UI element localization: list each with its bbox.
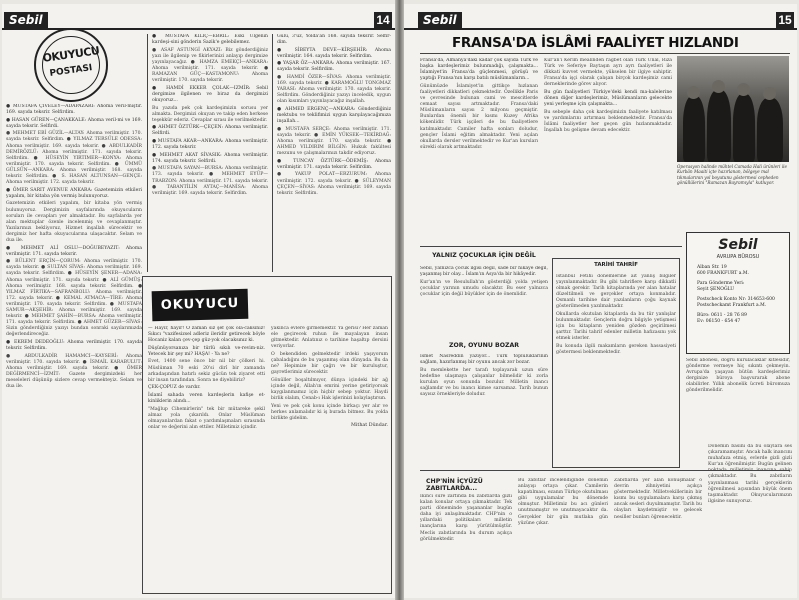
left-page-number: 14 xyxy=(374,12,392,28)
right-page xyxy=(404,4,797,598)
children-article xyxy=(420,266,548,336)
ad-address-lines xyxy=(697,265,783,325)
filler-text: İkinci süre zarfında bu zabıtlarda gizli kalan konular ortaya çıkmaktadır. Tek parti döneminde yaşananlar bugün daha iyi anlaşılmaktadır. CHP'nin o yıllardaki politikaları milletin inançlarına karşı yürütülmüştür. Meclis zabıtlarında bu durum açıkça görülmektedir. xyxy=(420,494,512,542)
right-page-number: 15 xyxy=(776,12,794,28)
subhead-history: TARİHİ TAHRİF xyxy=(594,262,638,268)
section-rule xyxy=(420,246,682,247)
right-brand: Sebil xyxy=(418,12,462,28)
reply-item: ● MUSTAFA ÇİVELEY—ADAPAZARI: Ahoma veril-miştir. 169. sayıda teksrir. Selfirdim. xyxy=(6,104,142,116)
spread-gutter xyxy=(395,0,404,600)
reply-item: ● HASAN GÜREN—ÇANAKKALE: Ahoma veril-mi ve 169. sayıda teksrir. Selfirdi. xyxy=(6,117,142,129)
article-column-2 xyxy=(544,58,672,244)
reply-item: ● MUSTAFA KILIÇ—EBRİL: Eski Ülgenin kardeşi-sini gönderin Sazik'e gelebilemez. xyxy=(152,34,268,46)
letter-column-2 xyxy=(271,326,388,590)
photo-figure xyxy=(683,96,705,162)
left-page xyxy=(2,4,395,598)
filler-text: Dönemin basını da bu olaylara ses çıkaramamıştır. Ancak halk inancını muhafaza etmiş, evlerde gizli gizli Kur'an öğrenilmiştir. Bugün gelinen noktada milletimiz inancına sahip çıkmaktadır. Bu zabıtların yayınlanması tarihi gerçeklerin öğrenilmesi açısından büyük önem taşımaktadır. Okuyucularımızın ilgisine sunuyoruz. xyxy=(708,444,792,504)
filler-text: Kur'an'ın ve Resulullah'ın gösterdiği yolda yetişen çocuklar yarının umudu olacaktır. Bu eser yalnızca çocuklar için değil büyükler için de önemlidir. xyxy=(420,279,548,297)
reader-mail-banner-text: OKUYUCU xyxy=(160,295,240,314)
photo-figure xyxy=(757,98,783,162)
filler-text: Bu konuda ilgili makamların gereken hassasiyeti göstermesi beklenmektedir. xyxy=(556,344,676,356)
filler-text: Gönüller boşaltılmıyor, dünya içindeki bir ağ içinde değil, Allah'ın emrini yerine getiriyorsak kaygılanmamız için hiçbir sebep yoktur. Haydi birlik olalım, Cenab-ı Hak işlerinizi kolaylaştırsın. xyxy=(271,377,388,402)
chp-article-col-3 xyxy=(614,478,702,594)
letter-column-1 xyxy=(148,326,265,590)
filler-text: ● MUSTAFA SAYAN—BURSA: Ahoma verilmiştir. 173. sayıda teksrir. ● MEHMET EYÜP—TRABZON: Ahoma verilmiştir. 171. sayıda teksrir. ● TABANTİLİN AYTAÇ—MANİSA: Ahoma verilmiştir. 169. sayıda teksrir. Selfirdim. xyxy=(152,166,268,196)
filler-text: ● ABDULKADİR HAMAMCI—KAYSERİ: Ahoma verilmiştir. 170. sayıda teksrir. ● İSMAİL KARABULUT: Ahoma verilmiştir. 169. sayıda teksrir. ● ÖMER DEĞİRMENCİ—İZMİT: Gazete dergimizdeki her meseleleri düşünüp sizlere cevap vermekteyiz. Selam ve dua ile. xyxy=(6,353,142,390)
reply-item: Gülü, 3'üz, Yolda'an 168. sayıda teksrir. Selfir-dim. xyxy=(277,34,391,46)
reader-replies-column-3 xyxy=(277,34,391,272)
column-rule xyxy=(272,34,273,272)
filler-text: ● YAKUP POLAT—ERZURUM: Ahoma verilmiştir. 172. sayıda teksrir. ● SÜLEYMAN ÇEÇEN—SİVAS: Ahoma verilmiştir. 169. sayıda teksrir. Selfirdim. xyxy=(277,172,391,196)
photo-figure xyxy=(707,90,731,162)
history-article xyxy=(556,274,676,464)
photo-figure-head xyxy=(737,83,750,96)
ad-line: Alban Str. 19 xyxy=(697,265,727,270)
photo-figure-head xyxy=(687,86,700,99)
filler-text: Gazetemizin etkileri yapalım, bir kitaba yön vermiş bulunuyoruz. Dergimizin sayfalarında okuyucuların soruları ile cevapları yer almaktadır. Bu sayfalarda yer alan mektuplar özenle incelenmiş ve cevaplanmıştır. Yazılarınızı bekliyoruz, Hizmet inşallah sürecektir ve dergimiz her hafta okuyucularına ulaşacaktır. Selam ve dua ile. xyxy=(6,201,142,243)
filler-text: Okullarda okutulan kitaplarda da bu tür yanlışlar bulunmaktadır. Gençlerin doğru bilgiyle yetişmesi için bu kitapların yeniden gözden geçirilmesi şarttır. Tarihi tahrif edenler milletin hafızasını yok etmek isterler. xyxy=(556,312,676,342)
headline-rule xyxy=(420,53,790,54)
reply-item: ● AHMED ERGENÇ—ANKARA: Gönderdiğiniz mektubu ve teklifimizi uygun karşılayacağımıza inşallah... xyxy=(277,107,391,125)
ad-subtitle: AVRUPA BÜROSU xyxy=(716,254,760,260)
filler-text: İstanbul Fetihi dönemlerine ait yanlış bilgiler yayınlanmaktadır. Bu gibi tahriflere karşı dikkatli olmak gerekir. Tarih kitaplarında yer alan hatalar düzeltilmeli ve gerçekler ortaya konmalıdır. Osmanlı tarihine dair yazılanların çoğu kaynak gösterilmeden yazılmaktadır. xyxy=(556,274,676,310)
letter-signature: Mithat Dündar. xyxy=(350,423,388,429)
filler-text: "Mağlup Cihemirlerin" tek bir mütareke şekil almaz yola çıkarıldı. Onlar Müslüman olmayanlardan fakat o yardımlaşmaları sırasında onlar ve değerini alın ettiler. Milletimiz içindir. xyxy=(148,406,265,430)
stamp-line-1: OKUYUCU xyxy=(41,44,101,65)
chp-article-col-1 xyxy=(420,494,512,594)
article-paragraph: Bu gün faaliyetleri Türkiye'deki kendi ma-kalelerine dönen diğer kardeşlerimiz, Müslümanların gelecekte yeni yerleşme için çalışmakta... xyxy=(544,89,672,108)
filler-text: ● ASAF ASTUNGİ AKYAZI: Biz gönderdiğiniz yazı ile ilgilenip ve fikirlerinizi anlayıp dergimize yayınlayacağız. ● HAMZA EMEKÇİ—ANKARA: Ahoma verilmiştir. 171. sayıda teksrir. ● RAMAZAN GÜÇ—KASTAMONU: Ahoma verilmiştir. 170. sayıda teksrir. xyxy=(152,47,268,84)
article-paragraph: Fransa'da, Almanya'daki kadar çok sayıda Türk ve başka kardeşlerimiz bulunmadığı, çalışmakta... İslamiyet'in Fransa'da güçlenmesi, görüşü ve yaptığı Fransa'nın karşı batılı müslümanların... xyxy=(420,58,538,82)
photo-figure-head xyxy=(763,87,776,100)
ad-logo: Sebil xyxy=(718,237,758,253)
filler-text: Zabıtlarda yer alan konuşmalar o devrin zihniyetini açıkça göstermektedir. Milletvekillerinin bir kısmı bu uygulamalara karşı çıkmış ancak sesleri duyulmamıştır. Tarih bu olayları kaydetmiştir ve gelecek nesiller bunları öğrenecektir. xyxy=(614,478,702,520)
chp-article-col-4 xyxy=(708,444,792,594)
letter-paragraph: Düşünüyorsanıza bir türlü sıkılı ve-revim-niz. Yetecek bir şey mi? HAŞA! - Ya ne? xyxy=(148,345,265,357)
filler-text: ● MUSTAFA SERÇE: Ahoma verilmiştir. 171. sayıda teksrir. ● EMİN YÜKSEK—TEKİRDAĞ: Ahoma verilmiştir. 170. sayıda teksrir. ● AHMED VILDIRIM BİLGİN: Hukuk fakültesi mezunu ve çalışmalarınızı takdir ediyoruz. xyxy=(277,126,391,157)
sebil-europe-office-ad xyxy=(686,232,790,354)
reply-item: ● ÖMER SARIT AVENUE ANKARA: Gazetemizin etkileri yapalım, bir kitaba yön vermiş bulunuyoruz. xyxy=(6,187,142,199)
reply-item: ● MEHMET AKAT SİVASIK: Ahoma verilmiştir. 174. sayıda teksrir. Selfirdi. xyxy=(152,152,268,164)
filler-text: Günümüzde İslamiyet'in gittikçe hızlanan faaliyetleri dikkatleri çekmektedir. Özellikle Paris ve çevresinde bulunan cami ve mescitlerde cemaat sayısı artmaktadır. Fransa'daki Müslümanların sayısı 2 milyonu geçmiştir. Bunlardan önemli bir kısmı Kuzey Afrika kökenlidir. Türk işçileri de bu faaliyetlere katılmaktadır. Camiler hafta sonları doludur, gençler İslami eğitim almaktadır. Yeni açılan okullarda dersler verilmektedir ve Kur'an kursları sürekli olarak artmaktadır. xyxy=(420,83,538,150)
ad-line: Büro: 0611 - 28 76 89 xyxy=(697,313,747,318)
reply-item: ● HAMDİ EKKER ÇOLAK—IZMİR: Sebil dergimize ilgilenen ve biraz da dergimizi okuyoruz... xyxy=(152,85,268,103)
reply-item: ● TUNCAY ÖZTÜRK—ÖDEMİŞ: Ahoma verilmiştir. 171. sayıda teksrir. Selfirdim. xyxy=(277,158,391,170)
reply-item: ● MEHMET ALİ OSLU—DOĞUBEYAZIT: Ahoma verilmiştir. 171. sayıda teksrir. xyxy=(6,245,142,257)
article-paragraph: İsmet Nasreddin yazıyor... Türk topluluklarının sağlam, hazırlanmış bir oyunu ancak zor bozar. xyxy=(420,354,548,366)
photo-figure-head xyxy=(712,80,725,93)
stamp-line-2: POSTASI xyxy=(49,63,93,79)
chp-article-col-2 xyxy=(518,478,608,594)
left-page-header xyxy=(2,12,395,30)
filler-text: Yeni ve pek çok konu içinde birkaçı yer alır ve herkes anlamalıdır ki iş burada bitmez. Bu yolda birlikte gidelim. xyxy=(271,403,388,421)
letter-paragraph: — Hayır, hayır! O zaman siz şef çok ola-caksınız! Sıkıcı "vazifesizsel adleriz ileridir getirecek böyle Hocaniz kalan çev-çep güz-yok olacaksınız ki. xyxy=(148,326,265,344)
ad-line: Para Gönderme Yeri: xyxy=(697,281,745,286)
ad-line: Seyit ŞENOĞLU xyxy=(697,287,735,292)
letter-paragraph: ÇEK-ÇOPUZ de vardır. xyxy=(148,385,201,391)
reply-item: ● AHMET ÖZTÜRK—ÇEÇEN: Ahoma verilmiştir. Selfirdi. xyxy=(152,125,268,137)
filler-text: Bu zabıtlar incelendiğinde dönemin anlayışı ortaya çıkar. Camilerin kapatılması, ezanın Türkçe okutulması gibi uygulamalar bu dönemde olmuştur. Milletimiz bu acı günleri unutmamıştır ve unutmayacaktır da. Gerçekler bir gün mutlaka gün yüzüne çıkar. xyxy=(518,478,608,526)
article-headline: FRANSA'DA İSLÂMİ FAALİYET HIZLANDI xyxy=(452,35,739,51)
left-brand: Sebil xyxy=(4,12,48,28)
reply-item: ● SİBEYTA DEVE—KİRŞEHİR: Ahoma verilmiştir. 164. sayıda teksrir. Selfirdim. xyxy=(277,47,391,59)
letter-paragraph: İslamî sahada veren kardeşlerin kafişe et-kinliklerin alındı... xyxy=(148,392,265,405)
filler-text: Kur'an'ı Kerim meâlinden ragbet olan Türk Ünal, Rıza Türk ve Seferiye Baytaşın ayrı ayrı faaliyetleri ile dikkati kuvvet vermekte, yükselen bir ilgiye sahiptir. Fransa'da işçi olarak çalışan birçok kardeşimiz cami derneklerinde görev alıyor. xyxy=(544,58,672,88)
ad-line: 600 FRANKFURT a.M. xyxy=(697,271,749,276)
photo-caption: Operasyon halinde mühtel Camada Hali ürünleri ile Kurbân Maaiti içte hazırlanan, bölgeye mal tıkmalarının yol boyutunu göstermesi cepheden gönüllülerini "Ramazan Bayramıyla" kutluyor. xyxy=(677,164,787,186)
filler-text: Sebil abonesi, doğru kurulacaklar kitlesidir, gönderme vermeye hiç sıkıntı çekmeyin. Avrupa'da yaşayan bütün kardeşlerimiz derginize büroya başvurarak abone olabilirler. Yıllık abonelik ücreti büromuza gönderilmelidir. xyxy=(686,358,790,394)
ad-line: Postscheck Konto Nr: 314653-600 xyxy=(697,297,775,302)
reader-replies-column-2 xyxy=(152,34,268,272)
column-rule xyxy=(147,34,148,272)
filler-text: Bu memlekette her tarafı toplayarak uzun süre hedefine ulaşmaya çalışanlar bilmelidir ki zorla kurulan oyun sonunda bozulur. Milletin inancı sağlamdır ve bu inancı kimse sarsamaz. Tarih bunun sayısız örnekleriyle doludur. xyxy=(420,367,548,398)
subhead-game: ZOR, OYUNU BOZAR xyxy=(448,342,520,349)
reader-mail-banner xyxy=(152,289,249,322)
ad-line: Postscheckamt Frankfurt a.M. xyxy=(697,303,767,308)
reply-item: ● MUSTAFA AKAR—ANKARA: Ahoma verilmiştir. 172. sayıda teksrir. xyxy=(152,139,268,151)
reply-item: ● EKREM DEDEOĞLU: Ahoma verilmiştir. 170. sayıda teksrir. Selfirdim. xyxy=(6,339,142,352)
right-page-header xyxy=(404,12,797,30)
reader-replies-column-1 xyxy=(6,104,142,594)
article-photo xyxy=(677,56,789,162)
filler-text: ● BÜLENT ERÇİN—ÇORUM: Ahoma verilmiştir. 170. sayıda teksrir. ● SULTAN SİVAS: Ahoma verilmiştir. 169. sayıda teksrir. Selfirdim. ● HÜSEYİN ŞENER—ADANA: Ahoma verilmiştir. 171. sayıda teksrir. ● ALİ GÜMÜŞ: Ahoma verilmiştir. 168. sayıda teksrir. Selfirdim. ● YILMAZ FİRTIKA—SAFRANBOLU: Ahoma verilmiştir. 172. sayıda teksrir. ● KEMAL ATMACA—TİRE: Ahoma verilmiştir. 170. sayıda teksrir. Selfirdim. ● MUSTAFA SAMUR—AKŞEHİR: Ahoma verilmiştir. 169. sayıda teksrir. ● MEHMET ŞAHİN—BURSA: Ahoma verilmiştir. 171. sayıda teksrir. Selfirdim. ● AHMET GÜZER—SİVAS: Sizin gönderdiğiniz yazıyı bundan sonraki sayılarımızda değerlendireceğiz. xyxy=(6,259,142,338)
subhead-chp: CHP'NİN İÇYÜZÜ ZABITLARDA... xyxy=(426,478,483,492)
filler-text: Bu sebeple daha çok kardeşimizin faaliyete katılması ve yardımlarını artırması beklenmektedir. Fransa'da İslâmi faaliyetler her geçen gün hızlanmaktadır. İnşallah bu gelişme devam edecektir. xyxy=(544,109,672,134)
photo-figure xyxy=(733,94,755,162)
reader-mail-stamp xyxy=(34,28,108,102)
filler-text: ● MEHMET EBİ GÜZİL—ALTAY: Ahoma verilmiştir. 170. sayıda teksrir. Selfirdim. ● YILMAZ TERSÜLE ODESSA: Ahoma verilmiştir. 169. sayıda teksrir. ● ABDULKADİR DEMİRÖZLÜ: Ahoma verilmiştir. 171. sayıda teksrir. Selfirdim. ● HÜSEYİN YIRTIMER—KONYA: Ahoma verilmiştir. 170. sayıda teksrir. Selfirdim. ● ÜMMÜ GÜLSÜN—ANKARA: Ahoma verilmiştir. 168. sayıda teksrir. Selfirdim. ● S. HASAN ALTUNSAN—GENÇE: Ahoma verilmiştir. 172. sayıda teksrir. xyxy=(6,131,142,186)
filler-text: ● HAMDİ ÖZER—SİVAS: Ahoma verilmiştir. 169. sayıda teksrir. ● KARAMOĞLU TONGMAZ YARASI: Ahoma verilmiştir. 170. sayıda teksrir. Selfirdim. Gönderdiğiniz yazıyı inceledik, uygun olan kısımları yayınlayacağız inşallah. xyxy=(277,75,391,105)
subhead-children: YALNIZ ÇOCUKLAR İÇİN DEĞİL xyxy=(432,252,536,259)
game-article xyxy=(420,354,548,464)
ad-note xyxy=(686,358,790,444)
filler-text: O bekendiden gelmektedir irdeki yaşıyorum çabaladığını de bu yaşanmış olan dünyada. Bu da ne? Hepimize bir çağrı ve bir kuruluştur, gayretlerimiz sürecektir. xyxy=(271,351,388,376)
ad-line: Ev: 06150 - 654 47 xyxy=(697,319,741,324)
reply-item: ● YAŞAR ÖZ—ANKARA: Ahoma verilmiştir. 167. sayıda teksrir. Selfirdim. xyxy=(277,61,391,73)
filler-text: Evet, 1400 sene önce bir nil bir çölkeri hi. Müslüman 70 eski 20'si dirî bir zamanda arkadaşından hatırlı sekiz gücün tek ziyaret etti bir insan tarafından. Sonra ne diyebiliriz? xyxy=(148,359,265,383)
article-column-1 xyxy=(420,58,538,244)
filler-text: yakınca evlere girmemektir. Ya gerisi? Her zaman ele geçirecek ruhun ile mayalayan insan gitmektedir. Anlatınız o tarihine haşaltıp dersini veriyorlar. xyxy=(271,326,388,350)
filler-text: Bu yazıda pek çok kardeşimizin sorusu yer almakta. Dergimizi okuyan ve takip eden herkese teşekkür ederiz. Cevaplar sırası ile verilmektedir. xyxy=(152,105,268,123)
article-paragraph: Sebil, yalnızca çocuk ilgisi değil, sade bir hikaye değil, yaşanmış bir olay... İslam'ın Asya'da bir hikâyedir. xyxy=(420,266,548,278)
